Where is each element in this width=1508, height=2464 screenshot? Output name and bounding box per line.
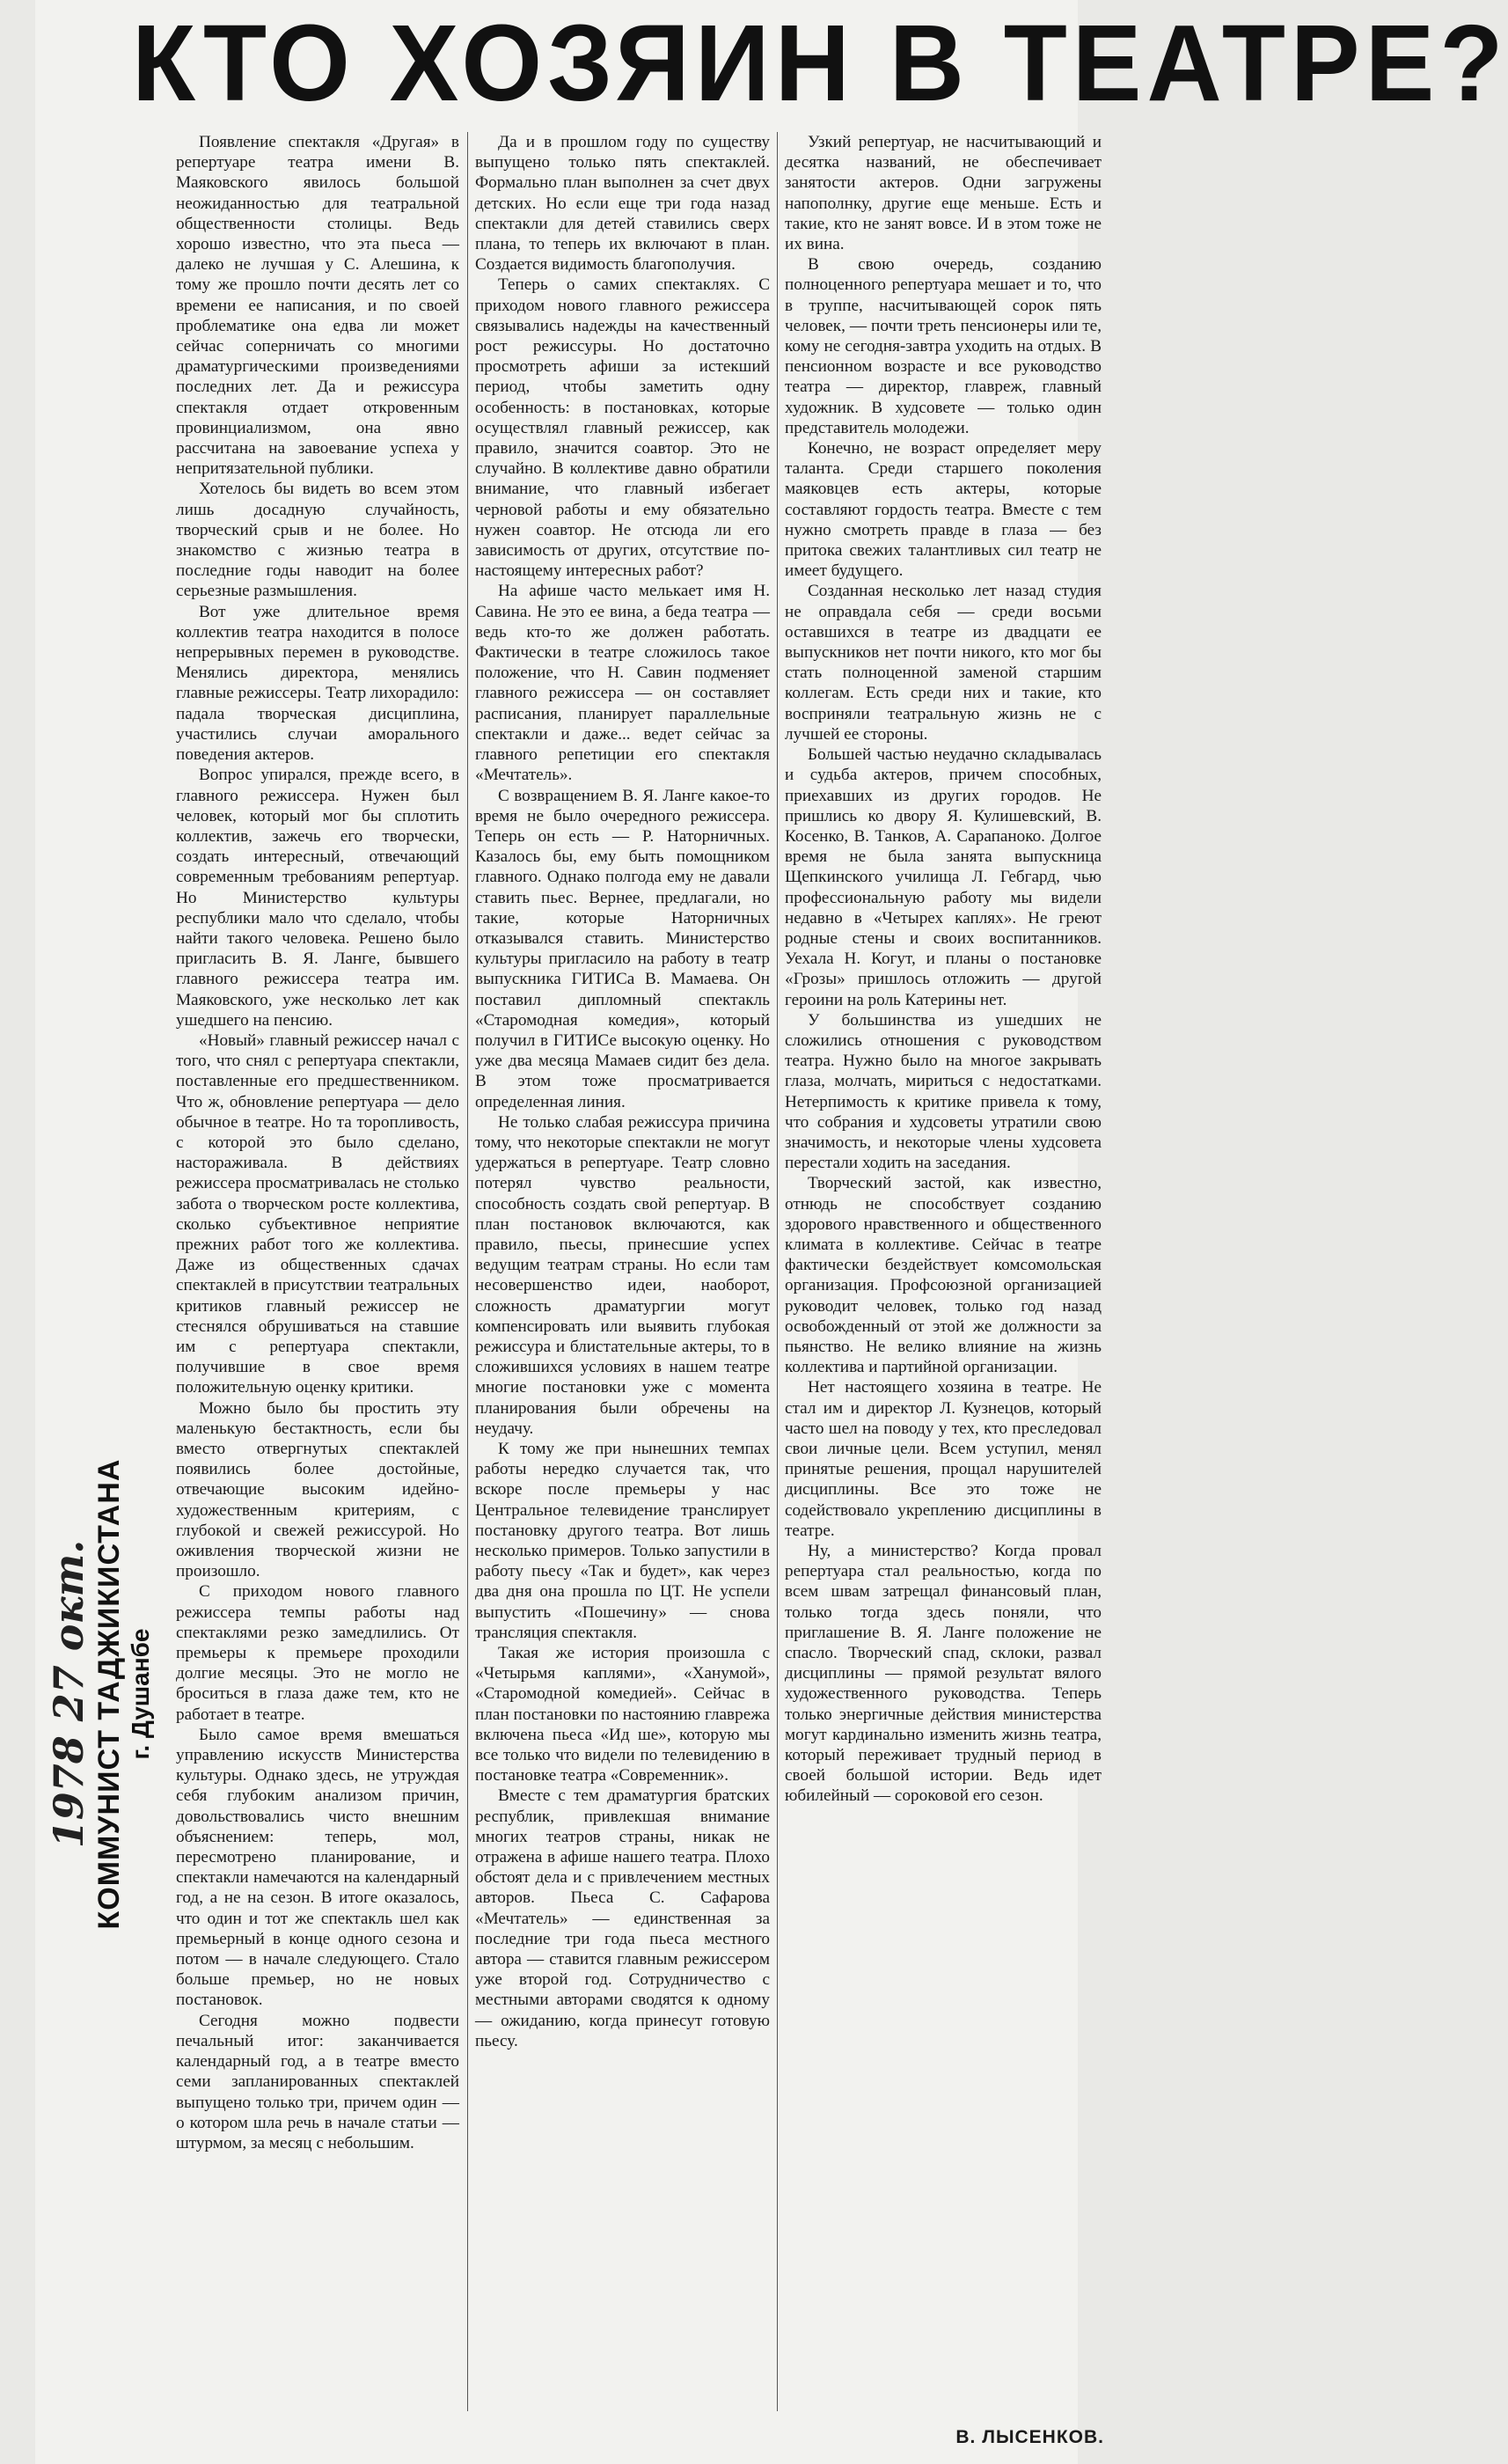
paragraph: Сегодня можно подвести печальный итог: заканчивается календарный год, а в театре вместо семи запланированных спектаклей выпущено только три, причем один — о котором шла речь в начале статьи — штурмом, за месяц с небольшим. bbox=[176, 2011, 459, 2152]
archive-stamp-text bbox=[46, 1285, 155, 2103]
paragraph: Созданная несколько лет назад студия не оправдала себя — среди восьми оставшихся в театре из двадцати ее выпускников нет почти никого, кто мог бы стать полноценной заменой старшим коллегам. Есть среди них и такие, кто восприняли театральную жизнь не с лучшей ее стороны. bbox=[785, 582, 1102, 744]
paragraph: Да и в прошлом году по существу выпущено только пять спектаклей. Формально план выполнен за счет двух детских. Но если еще три года назад спектакли для детей ставились сверх плана, то теперь их включают в план. Создается видимость благополучия. bbox=[475, 133, 770, 275]
headline: КТО ХОЗЯИН В ТЕАТРЕ? bbox=[132, 2, 1508, 125]
paragraph: Нет настоящего хозяина в театре. Не стал им и директор Л. Кузнецов, который часто шел на поводу у тех, кто преследовал свои личные цели. Всем уступил, менял принятые решения, прощал нарушителей дисциплины. Все это тоже не содействовало укреплению дисциплины в театре. bbox=[785, 1378, 1102, 1540]
paragraph: Вместе с тем драматургия братских республик, привлекшая внимание многих театров страны, никак не отражена в афише нашего театра. Плохо обстоят дела и с привлечением местных авторов. Пьеса С. Сафарова «Мечтатель» — единственная за последние три года пьеса местного автора — ставится главным режиссером уже второй год. Сотрудничество с местными авторами сводятся к одному — ожиданию, когда принесут готовую пьесу. bbox=[475, 1786, 770, 2050]
author-signature: В. ЛЫСЕНКОВ. bbox=[955, 2427, 1104, 2447]
article-column-1 bbox=[176, 132, 459, 2420]
paragraph: Можно было бы простить эту маленькую бестактность, если бы вместо отвергнутых спектаклей появились более достойные, отвечающие высоким идейно-художественным критериям, с глубокой и свежей режиссурой. Но оживления творческой жизни не произошло. bbox=[176, 1398, 459, 1581]
paragraph: У большинства из ушедших не сложились отношения с руководством театра. Нужно было на многое закрывать глаза, молчать, мириться с недостатками. Нетерпимость к критике привела к тому, что собрания и худсоветы утратили свою значимость, и некоторые члены худсовета перестали ходить на заседания. bbox=[785, 1010, 1102, 1173]
paragraph: Появление спектакля «Другая» в репертуаре театра имени В. Маяковского явилось большой неожиданностью для театральной общественности столицы. Ведь хорошо известно, что эта пьеса — далеко не лучшая у С. Алешина, к тому же прошло почти десять лет со времени ее написания, и по своей проблематике она едва ли может сейчас соперничать со многими драматургическими произведениями последних лет. Да и режиссура спектакля отдает откровенным провинциализмом, она явно рассчитана на завоевание успеха у непритязательной публики. bbox=[176, 133, 459, 479]
column-divider bbox=[777, 132, 778, 2411]
stamp-date: 1978 27 окт. bbox=[44, 1539, 92, 1849]
paragraph: На афише часто мелькает имя Н. Савина. Не это ее вина, а беда театра — ведь кто-то же должен работать. Фактически в театре сложилось такое положение, что Н. Савин подменяет главного режиссера — он составляет расписания, планирует параллельные спектакли и даже... ведет сейчас за главного репетиции его спектакля «Мечтатель». bbox=[475, 582, 770, 785]
paragraph: Вот уже длительное время коллектив театра находится в полосе непрерывных перемен в руководстве. Менялись директора, менялись главные режиссеры. Театр лихорадило: падала творческая дисциплина, участились случаи аморального поведения актеров. bbox=[176, 602, 459, 765]
paragraph: Большей частью неудачно складывалась и судьба актеров, причем способных, приехавших из других городов. Не пришлись ко двору Я. Кулишевский, В. Косенко, В. Танков, А. Сарапаноко. Долгое время не была занята выпускница Щепкинского училища Л. Гебгард, чью профессиональную работу мы видели недавно в «Четырех каплях». Не греют родные стены и своих воспитанников. Уехала Н. Когут, и планы о постановке «Грозы» пришлось отложить — другой героини на роль Катерины нет. bbox=[785, 745, 1102, 1009]
paragraph: Хотелось бы видеть во всем этом лишь досадную случайность, творческий срыв и не более. Но знакомство с жизнью театра в последние годы наводит на более серьезные размышления. bbox=[176, 480, 459, 601]
article-column-3 bbox=[785, 132, 1102, 2420]
paragraph: Теперь о самих спектаклях. С приходом нового главного режиссера связывались надежды на качественный рост режиссуры. Но достаточно просмотреть афиши за истекший период, чтобы заметить одну особенность: в постановках, которые осуществлял главный режиссер, как правило, значится соавтор. Это не случайно. В коллективе давно обратили внимание, что главный избегает черновой работы и ему обязательно нужен соавтор. Не отсюда ли его зависимость от других, отсутствие по-настоящему интересных работ? bbox=[475, 275, 770, 581]
newspaper-clipping bbox=[35, 0, 1508, 2464]
stamp-city: г. Душанбе bbox=[126, 1628, 154, 1760]
paragraph: Творческий застой, как известно, отнюдь не способствует созданию здорового нравственного и общественного климата в коллективе. Сейчас в театре фактически бездействует комсомольская организация. Профсоюзной организацией руководит человек, только год назад освобожденный от этой же должности за пьянство. Не велико влияние на жизнь коллектива и партийной организации. bbox=[785, 1174, 1102, 1377]
paragraph: Узкий репертуар, не насчитывающий и десятка названий, не обеспечивает занятости актеров. Одни загружены напополнку, другие еще меньше. Есть и такие, кто не занят вовсе. И в этом тоже не их вина. bbox=[785, 133, 1102, 254]
paragraph: Вопрос упирался, прежде всего, в главного режиссера. Нужен был человек, который мог бы сплотить коллектив, зажечь его творчески, создать интересный, отвечающий современным требованиям репертуар. Но Министерство культуры республики мало что сделало, чтобы найти такого человека. Решено было пригласить В. Я. Ланге, бывшего главного режиссера театра им. Маяковского, уже несколько лет как ушедшего на пенсию. bbox=[176, 766, 459, 1030]
column-divider bbox=[467, 132, 468, 2411]
paragraph: С приходом нового главного режиссера темпы работы над спектаклями резко замедлились. От премьеры к премьере проходили долгие месяцы. Это не могло не броситься в глаза даже тем, кто не работает в театре. bbox=[176, 1582, 459, 1724]
paragraph: Ну, а министерство? Когда провал репертуара стал реальностью, когда по всем швам затрещал финансовый план, только тогда здесь поняли, что приглашение В. Я. Ланге положение не спасло. Творческий спад, склоки, развал дисциплины — прямой результат вялого художественного руководства. Теперь только энергичные действия министерства могут кардинально изменить жизнь театра, который переживает трудный период в своей большой истории. Ведь идет юбилейный — сороковой его сезон. bbox=[785, 1542, 1102, 1806]
paragraph: В свою очередь, созданию полноценного репертуара мешает и то, что в труппе, насчитывающей сорок пять человек, — почти треть пенсионеры или те, кому не сегодня-завтра уходить на отдых. В пенсионном возрасте и все руководство театра — директор, главреж, главный художник. В худсовете — только один представитель молодежи. bbox=[785, 255, 1102, 437]
paragraph: С возвращением В. Я. Ланге какое-то время не было очередного режиссера. Теперь он есть — Р. Наторничных. Казалось бы, ему быть помощником главного. Однако полгода ему не давали ставить пьес. Вернее, предлагали, но такие, которые Наторничных отказывался ставить. Министерство культуры пригласило на работу в театр выпускника ГИТИСа В. Мамаева. Он поставил дипломный спектакль «Старомодная комедия», который получил в ГИТИСе высокую оценку. Но уже два месяца Мамаев сидит без дела. В этом тоже просматривается определенная линия. bbox=[475, 786, 770, 1111]
article-column-2 bbox=[475, 132, 770, 2420]
archive-stamp bbox=[44, 1285, 154, 2103]
paragraph: К тому же при нынешних темпах работы нередко случается так, что вскоре после премьеры у нас Центральное телевидение транслирует постановку другого театра. Вот лишь несколько примеров. Только запустили в работу пьесу «Так и будет», как через два дня она прошла по ЦТ. Не успели выпустить «Пошечину» — снова трансляция спектакля. bbox=[475, 1440, 770, 1642]
paragraph: Было самое время вмешаться управлению искусств Министерства культуры. Однако здесь, не утруждая себя глубоким анализом причин, довольствовались чисто внешним объяснением: теперь, мол, пересмотрено планирование, и спектакли намечаются на календарный год, а не на сезон. В итоге оказалось, что один и тот же спектакль шел как премьерный в конце одного сезона и потом — в начале следующего. Стало больше премьер, но не новых постановок. bbox=[176, 1725, 459, 2010]
stamp-newspaper-name: КОММУНИСТ ТАДЖИКИСТАНА bbox=[92, 1458, 126, 1930]
paragraph: Не только слабая режиссура причина тому, что некоторые спектакли не могут удержаться в репертуаре. Театр словно потерял чувство реальности, способность создать свой репертуар. В план постановок включаются, как правило, пьесы, принесшие успех ведущим театрам страны. Но если там несовершенство идеи, наоборот, сложность драматургии могут компенсировать или выявить глубокая режиссура и блистательные актеры, то в сложившихся условиях в нашем театре многие постановки уже с момента планирования были обречены на неудачу. bbox=[475, 1112, 770, 1438]
paragraph: Конечно, не возраст определяет меру таланта. Среди старшего поколения маяковцев есть актеры, которые составляют гордость театра. Вместе с тем нужно смотреть правде в глаза — без притока свежих талантливых сил театр не имеет будущего. bbox=[785, 439, 1102, 581]
paragraph: «Новый» главный режиссер начал с того, что снял с репертуара спектакли, поставленные его предшественником. Что ж, обновление репертуара — дело обычное в театре. Но та торопливость, с которой это было сделано, настораживала. В действиях режиссера просматривалась не столько забота о творческом росте коллектива, сколько субъективное неприятие прежних работ того же коллектива. Даже из общественных сдачах спектаклей в присутствии театральных критиков главный режиссер не стеснялся обрушиваться на ставшие им с репертуара спектакли, получившие в свое время положительную оценку критики. bbox=[176, 1030, 459, 1397]
paragraph: Такая же история произошла с «Четырьмя каплями», «Ханумой», «Старомодной комедией». Сейчас в план постановки по настоянию главрежа включена пьеса «Ид ше», которую мы все только что видели по телевидению в постановке театра «Современник». bbox=[475, 1644, 770, 1786]
